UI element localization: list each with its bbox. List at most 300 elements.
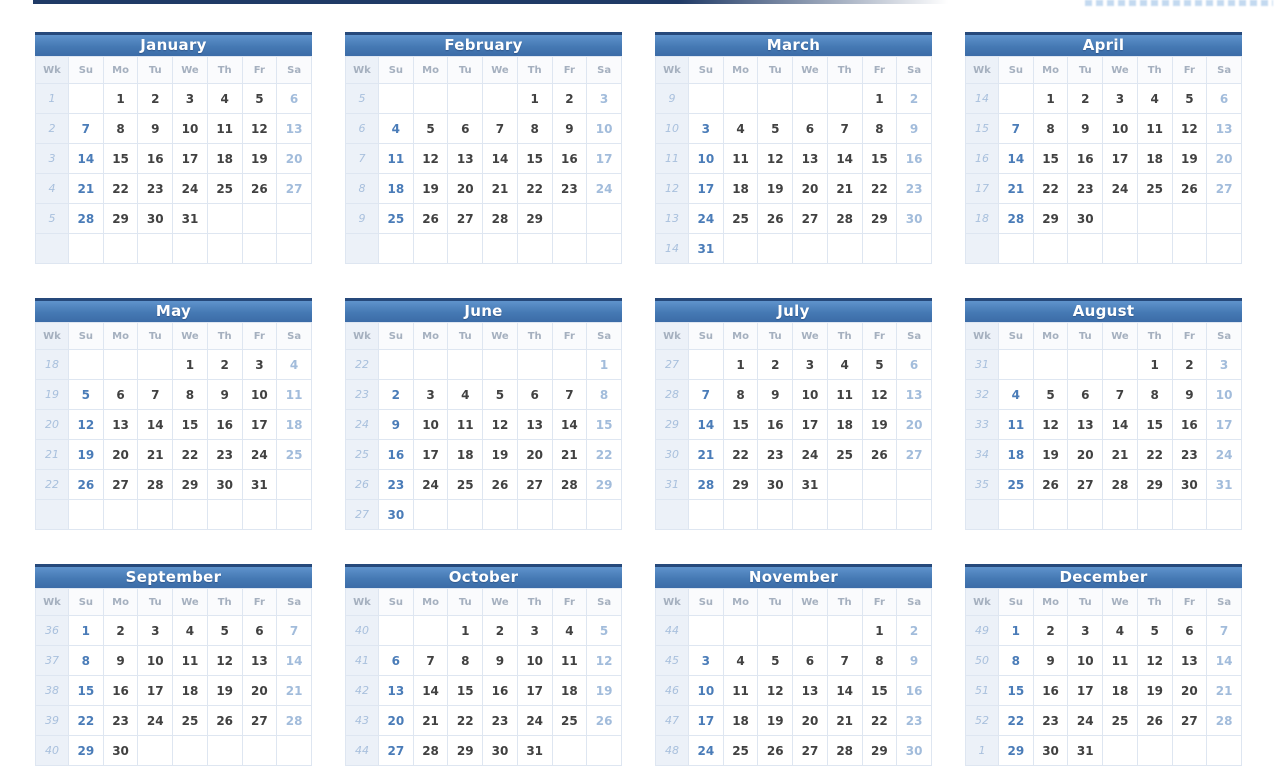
- weekday-header-cell: We: [483, 57, 518, 84]
- week-number-cell: 45: [656, 646, 689, 676]
- day-cell: 4: [999, 380, 1034, 410]
- day-cell: 30: [207, 470, 242, 500]
- month-title: January: [35, 32, 312, 56]
- week-column-header: Wk: [656, 323, 689, 350]
- day-cell: 2: [207, 350, 242, 380]
- day-cell: 15: [448, 676, 483, 706]
- day-cell: 13: [793, 676, 828, 706]
- day-cell: 12: [758, 144, 793, 174]
- week-number-cell: 47: [656, 706, 689, 736]
- day-cell: [552, 234, 587, 264]
- day-cell: 18: [448, 440, 483, 470]
- day-cell: 4: [173, 616, 208, 646]
- day-cell: 21: [483, 174, 518, 204]
- weekday-header-cell: Tu: [448, 589, 483, 616]
- week-row: [656, 234, 932, 264]
- day-cell: 13: [1172, 646, 1207, 676]
- weekday-header-cell: Mo: [103, 323, 138, 350]
- week-row: [346, 234, 622, 264]
- day-cell: [689, 500, 724, 530]
- day-cell: 16: [897, 144, 932, 174]
- day-cell: 11: [173, 646, 208, 676]
- day-cell: 13: [277, 114, 312, 144]
- day-cell: 17: [1103, 144, 1138, 174]
- day-cell: [689, 616, 724, 646]
- month-card-february: [345, 32, 622, 264]
- day-cell: 14: [413, 676, 448, 706]
- day-cell: [483, 84, 518, 114]
- day-cell: 27: [897, 440, 932, 470]
- day-cell: [587, 204, 622, 234]
- week-row: [966, 616, 1242, 646]
- week-row: [346, 470, 622, 500]
- day-cell: [689, 84, 724, 114]
- day-cell: 14: [827, 144, 862, 174]
- weekday-header-cell: Tu: [1068, 57, 1103, 84]
- day-cell: 27: [1207, 174, 1242, 204]
- day-cell: 12: [758, 676, 793, 706]
- day-cell: [1137, 500, 1172, 530]
- week-number-cell: [966, 500, 999, 530]
- day-cell: 24: [173, 174, 208, 204]
- day-cell: 11: [379, 144, 414, 174]
- week-row: [346, 114, 622, 144]
- day-cell: [379, 234, 414, 264]
- day-cell: [999, 500, 1034, 530]
- day-cell: 26: [758, 736, 793, 766]
- day-cell: 26: [483, 470, 518, 500]
- day-cell: 20: [1207, 144, 1242, 174]
- week-row: [346, 410, 622, 440]
- day-cell: 25: [723, 204, 758, 234]
- day-cell: 13: [517, 410, 552, 440]
- month-title: December: [965, 564, 1242, 588]
- week-row: [36, 736, 312, 766]
- week-number-cell: 24: [346, 410, 379, 440]
- weekday-header-cell: Th: [207, 589, 242, 616]
- day-cell: 4: [552, 616, 587, 646]
- day-cell: 15: [1137, 410, 1172, 440]
- week-number-cell: 41: [346, 646, 379, 676]
- day-cell: 14: [277, 646, 312, 676]
- day-cell: 27: [103, 470, 138, 500]
- day-cell: 6: [793, 114, 828, 144]
- day-cell: 21: [827, 706, 862, 736]
- week-number-cell: 30: [656, 440, 689, 470]
- week-row: [36, 616, 312, 646]
- day-cell: 4: [379, 114, 414, 144]
- day-cell: 25: [379, 204, 414, 234]
- day-cell: 13: [448, 144, 483, 174]
- day-cell: 18: [552, 676, 587, 706]
- week-row: [966, 204, 1242, 234]
- day-cell: 25: [173, 706, 208, 736]
- day-cell: 17: [242, 410, 277, 440]
- day-cell: 7: [552, 380, 587, 410]
- weekday-header-cell: We: [483, 323, 518, 350]
- cropped-top-banner: [33, 0, 1073, 4]
- day-cell: [173, 736, 208, 766]
- day-cell: 31: [793, 470, 828, 500]
- day-cell: 28: [69, 204, 104, 234]
- weekday-header-row: [346, 57, 622, 84]
- day-cell: 15: [69, 676, 104, 706]
- day-cell: [897, 234, 932, 264]
- week-number-cell: 7: [346, 144, 379, 174]
- week-number-cell: 46: [656, 676, 689, 706]
- day-cell: [103, 500, 138, 530]
- day-cell: 11: [723, 676, 758, 706]
- day-cell: 20: [517, 440, 552, 470]
- day-cell: 16: [103, 676, 138, 706]
- week-row: [966, 350, 1242, 380]
- day-cell: 26: [862, 440, 897, 470]
- day-cell: 4: [277, 350, 312, 380]
- week-row: [346, 616, 622, 646]
- weekday-header-cell: Mo: [1033, 589, 1068, 616]
- day-cell: 12: [413, 144, 448, 174]
- month-card-june: [345, 298, 622, 530]
- week-number-cell: 5: [346, 84, 379, 114]
- week-number-cell: 52: [966, 706, 999, 736]
- day-cell: [587, 234, 622, 264]
- weekday-header-cell: Mo: [1033, 57, 1068, 84]
- week-number-cell: 36: [36, 616, 69, 646]
- week-column-header: Wk: [656, 57, 689, 84]
- week-number-cell: 27: [656, 350, 689, 380]
- day-cell: 20: [242, 676, 277, 706]
- day-cell: 27: [793, 736, 828, 766]
- day-cell: 10: [689, 676, 724, 706]
- day-cell: [999, 350, 1034, 380]
- day-cell: 21: [138, 440, 173, 470]
- weekday-header-cell: Su: [69, 323, 104, 350]
- week-row: [656, 470, 932, 500]
- weekday-header-cell: Tu: [138, 589, 173, 616]
- day-cell: [552, 204, 587, 234]
- week-column-header: Wk: [656, 589, 689, 616]
- day-cell: 24: [138, 706, 173, 736]
- day-cell: 26: [1033, 470, 1068, 500]
- day-cell: 13: [242, 646, 277, 676]
- weekday-header-cell: Th: [517, 589, 552, 616]
- month-table: [965, 56, 1242, 264]
- week-number-cell: 16: [966, 144, 999, 174]
- day-cell: 8: [587, 380, 622, 410]
- day-cell: 20: [379, 706, 414, 736]
- day-cell: 1: [1033, 84, 1068, 114]
- day-cell: [1137, 234, 1172, 264]
- day-cell: [862, 500, 897, 530]
- week-row: [966, 234, 1242, 264]
- month-title: September: [35, 564, 312, 588]
- day-cell: [1172, 234, 1207, 264]
- weekday-header-cell: Su: [999, 57, 1034, 84]
- week-row: [656, 500, 932, 530]
- month-title: October: [345, 564, 622, 588]
- day-cell: 7: [277, 616, 312, 646]
- week-row: [36, 234, 312, 264]
- day-cell: 23: [758, 440, 793, 470]
- week-row: [346, 646, 622, 676]
- weekday-header-row: [656, 589, 932, 616]
- month-card-december: [965, 564, 1242, 766]
- day-cell: 28: [277, 706, 312, 736]
- week-row: [656, 676, 932, 706]
- week-number-cell: 39: [36, 706, 69, 736]
- day-cell: [138, 736, 173, 766]
- week-row: [36, 410, 312, 440]
- day-cell: 27: [1172, 706, 1207, 736]
- week-number-cell: [346, 234, 379, 264]
- day-cell: 4: [1137, 84, 1172, 114]
- day-cell: 16: [138, 144, 173, 174]
- day-cell: [1033, 234, 1068, 264]
- day-cell: 23: [483, 706, 518, 736]
- day-cell: [1068, 500, 1103, 530]
- day-cell: 27: [1068, 470, 1103, 500]
- week-number-cell: 29: [656, 410, 689, 440]
- day-cell: 30: [897, 736, 932, 766]
- day-cell: 26: [587, 706, 622, 736]
- day-cell: 4: [827, 350, 862, 380]
- day-cell: [793, 84, 828, 114]
- week-row: [656, 706, 932, 736]
- week-row: [966, 410, 1242, 440]
- day-cell: 8: [517, 114, 552, 144]
- day-cell: 9: [379, 410, 414, 440]
- day-cell: 29: [999, 736, 1034, 766]
- week-column-header: Wk: [346, 323, 379, 350]
- day-cell: 9: [138, 114, 173, 144]
- day-cell: 6: [277, 84, 312, 114]
- weekday-header-cell: Th: [207, 57, 242, 84]
- day-cell: 16: [483, 676, 518, 706]
- month-title: April: [965, 32, 1242, 56]
- day-cell: [1137, 736, 1172, 766]
- week-number-cell: 26: [346, 470, 379, 500]
- weekday-header-row: [346, 589, 622, 616]
- day-cell: 9: [897, 646, 932, 676]
- day-cell: 4: [723, 114, 758, 144]
- day-cell: 17: [413, 440, 448, 470]
- day-cell: 23: [103, 706, 138, 736]
- calendar-grid: [35, 32, 1242, 766]
- day-cell: [242, 500, 277, 530]
- day-cell: [723, 616, 758, 646]
- day-cell: 18: [173, 676, 208, 706]
- day-cell: 6: [1172, 616, 1207, 646]
- day-cell: 22: [723, 440, 758, 470]
- month-table: [35, 322, 312, 530]
- day-cell: [483, 234, 518, 264]
- day-cell: 6: [103, 380, 138, 410]
- day-cell: 4: [207, 84, 242, 114]
- day-cell: 30: [1033, 736, 1068, 766]
- week-row: [966, 84, 1242, 114]
- day-cell: 3: [587, 84, 622, 114]
- day-cell: 17: [793, 410, 828, 440]
- day-cell: 10: [689, 144, 724, 174]
- week-number-cell: 40: [36, 736, 69, 766]
- day-cell: 14: [552, 410, 587, 440]
- day-cell: 14: [69, 144, 104, 174]
- day-cell: [897, 500, 932, 530]
- day-cell: [517, 234, 552, 264]
- week-number-cell: 6: [346, 114, 379, 144]
- week-row: [656, 646, 932, 676]
- day-cell: 3: [138, 616, 173, 646]
- day-cell: 29: [587, 470, 622, 500]
- day-cell: 30: [1068, 204, 1103, 234]
- day-cell: 5: [758, 646, 793, 676]
- day-cell: 21: [552, 440, 587, 470]
- day-cell: 10: [173, 114, 208, 144]
- day-cell: 13: [1207, 114, 1242, 144]
- day-cell: 18: [827, 410, 862, 440]
- day-cell: 8: [1137, 380, 1172, 410]
- day-cell: 5: [483, 380, 518, 410]
- day-cell: 26: [69, 470, 104, 500]
- day-cell: 3: [793, 350, 828, 380]
- day-cell: 24: [689, 736, 724, 766]
- week-row: [966, 500, 1242, 530]
- week-number-cell: 11: [656, 144, 689, 174]
- weekday-header-cell: Tu: [1068, 589, 1103, 616]
- month-card-january: [35, 32, 312, 264]
- day-cell: 11: [207, 114, 242, 144]
- day-cell: [448, 350, 483, 380]
- day-cell: 19: [862, 410, 897, 440]
- day-cell: [448, 500, 483, 530]
- day-cell: 1: [862, 84, 897, 114]
- week-row: [656, 616, 932, 646]
- day-cell: 2: [897, 84, 932, 114]
- day-cell: 15: [1033, 144, 1068, 174]
- week-row: [36, 144, 312, 174]
- day-cell: 3: [1068, 616, 1103, 646]
- week-number-cell: 4: [36, 174, 69, 204]
- week-row: [656, 410, 932, 440]
- day-cell: 13: [379, 676, 414, 706]
- weekday-header-row: [966, 589, 1242, 616]
- day-cell: 5: [587, 616, 622, 646]
- day-cell: 21: [689, 440, 724, 470]
- day-cell: 3: [242, 350, 277, 380]
- weekday-header-cell: Sa: [897, 323, 932, 350]
- week-row: [36, 500, 312, 530]
- day-cell: [999, 84, 1034, 114]
- week-number-cell: [36, 234, 69, 264]
- day-cell: 14: [483, 144, 518, 174]
- day-cell: [827, 616, 862, 646]
- day-cell: 8: [173, 380, 208, 410]
- day-cell: 1: [587, 350, 622, 380]
- week-number-cell: 25: [346, 440, 379, 470]
- day-cell: [413, 350, 448, 380]
- day-cell: 5: [69, 380, 104, 410]
- day-cell: 17: [138, 676, 173, 706]
- day-cell: 19: [69, 440, 104, 470]
- day-cell: 30: [138, 204, 173, 234]
- weekday-header-cell: Fr: [862, 57, 897, 84]
- week-number-cell: 8: [346, 174, 379, 204]
- day-cell: 21: [277, 676, 312, 706]
- day-cell: 2: [552, 84, 587, 114]
- day-cell: 10: [587, 114, 622, 144]
- week-row: [346, 350, 622, 380]
- week-column-header: Wk: [346, 57, 379, 84]
- day-cell: 9: [103, 646, 138, 676]
- week-number-cell: [36, 500, 69, 530]
- day-cell: [758, 234, 793, 264]
- day-cell: [277, 500, 312, 530]
- day-cell: 7: [999, 114, 1034, 144]
- day-cell: 15: [862, 144, 897, 174]
- day-cell: 9: [897, 114, 932, 144]
- day-cell: 12: [1172, 114, 1207, 144]
- day-cell: 22: [69, 706, 104, 736]
- weekday-header-cell: Sa: [1207, 323, 1242, 350]
- day-cell: 24: [689, 204, 724, 234]
- day-cell: 14: [827, 676, 862, 706]
- day-cell: 24: [1068, 706, 1103, 736]
- weekday-header-cell: Sa: [897, 589, 932, 616]
- day-cell: 23: [552, 174, 587, 204]
- day-cell: 22: [587, 440, 622, 470]
- week-row: [656, 204, 932, 234]
- day-cell: 29: [69, 736, 104, 766]
- week-row: [346, 706, 622, 736]
- day-cell: [827, 500, 862, 530]
- day-cell: 1: [173, 350, 208, 380]
- weekday-header-cell: Fr: [242, 57, 277, 84]
- cropped-top-right-link-text[interactable]: [1085, 0, 1273, 6]
- day-cell: 8: [103, 114, 138, 144]
- weekday-header-cell: We: [793, 323, 828, 350]
- weekday-header-cell: Mo: [723, 57, 758, 84]
- month-title: June: [345, 298, 622, 322]
- day-cell: 30: [483, 736, 518, 766]
- weekday-header-cell: Sa: [897, 57, 932, 84]
- day-cell: 31: [242, 470, 277, 500]
- week-number-cell: 18: [36, 350, 69, 380]
- day-cell: 29: [1137, 470, 1172, 500]
- day-cell: 7: [827, 646, 862, 676]
- week-row: [656, 736, 932, 766]
- day-cell: 20: [103, 440, 138, 470]
- day-cell: [483, 350, 518, 380]
- day-cell: 23: [1033, 706, 1068, 736]
- weekday-header-cell: Tu: [1068, 323, 1103, 350]
- day-cell: 13: [1068, 410, 1103, 440]
- day-cell: 12: [242, 114, 277, 144]
- week-number-cell: 22: [36, 470, 69, 500]
- day-cell: 31: [689, 234, 724, 264]
- week-number-cell: 14: [966, 84, 999, 114]
- week-row: [36, 440, 312, 470]
- day-cell: 23: [897, 174, 932, 204]
- day-cell: 7: [827, 114, 862, 144]
- day-cell: 12: [1137, 646, 1172, 676]
- day-cell: 24: [1207, 440, 1242, 470]
- day-cell: 22: [862, 174, 897, 204]
- day-cell: 30: [897, 204, 932, 234]
- month-card-august: [965, 298, 1242, 530]
- day-cell: 29: [173, 470, 208, 500]
- day-cell: 8: [723, 380, 758, 410]
- day-cell: [277, 204, 312, 234]
